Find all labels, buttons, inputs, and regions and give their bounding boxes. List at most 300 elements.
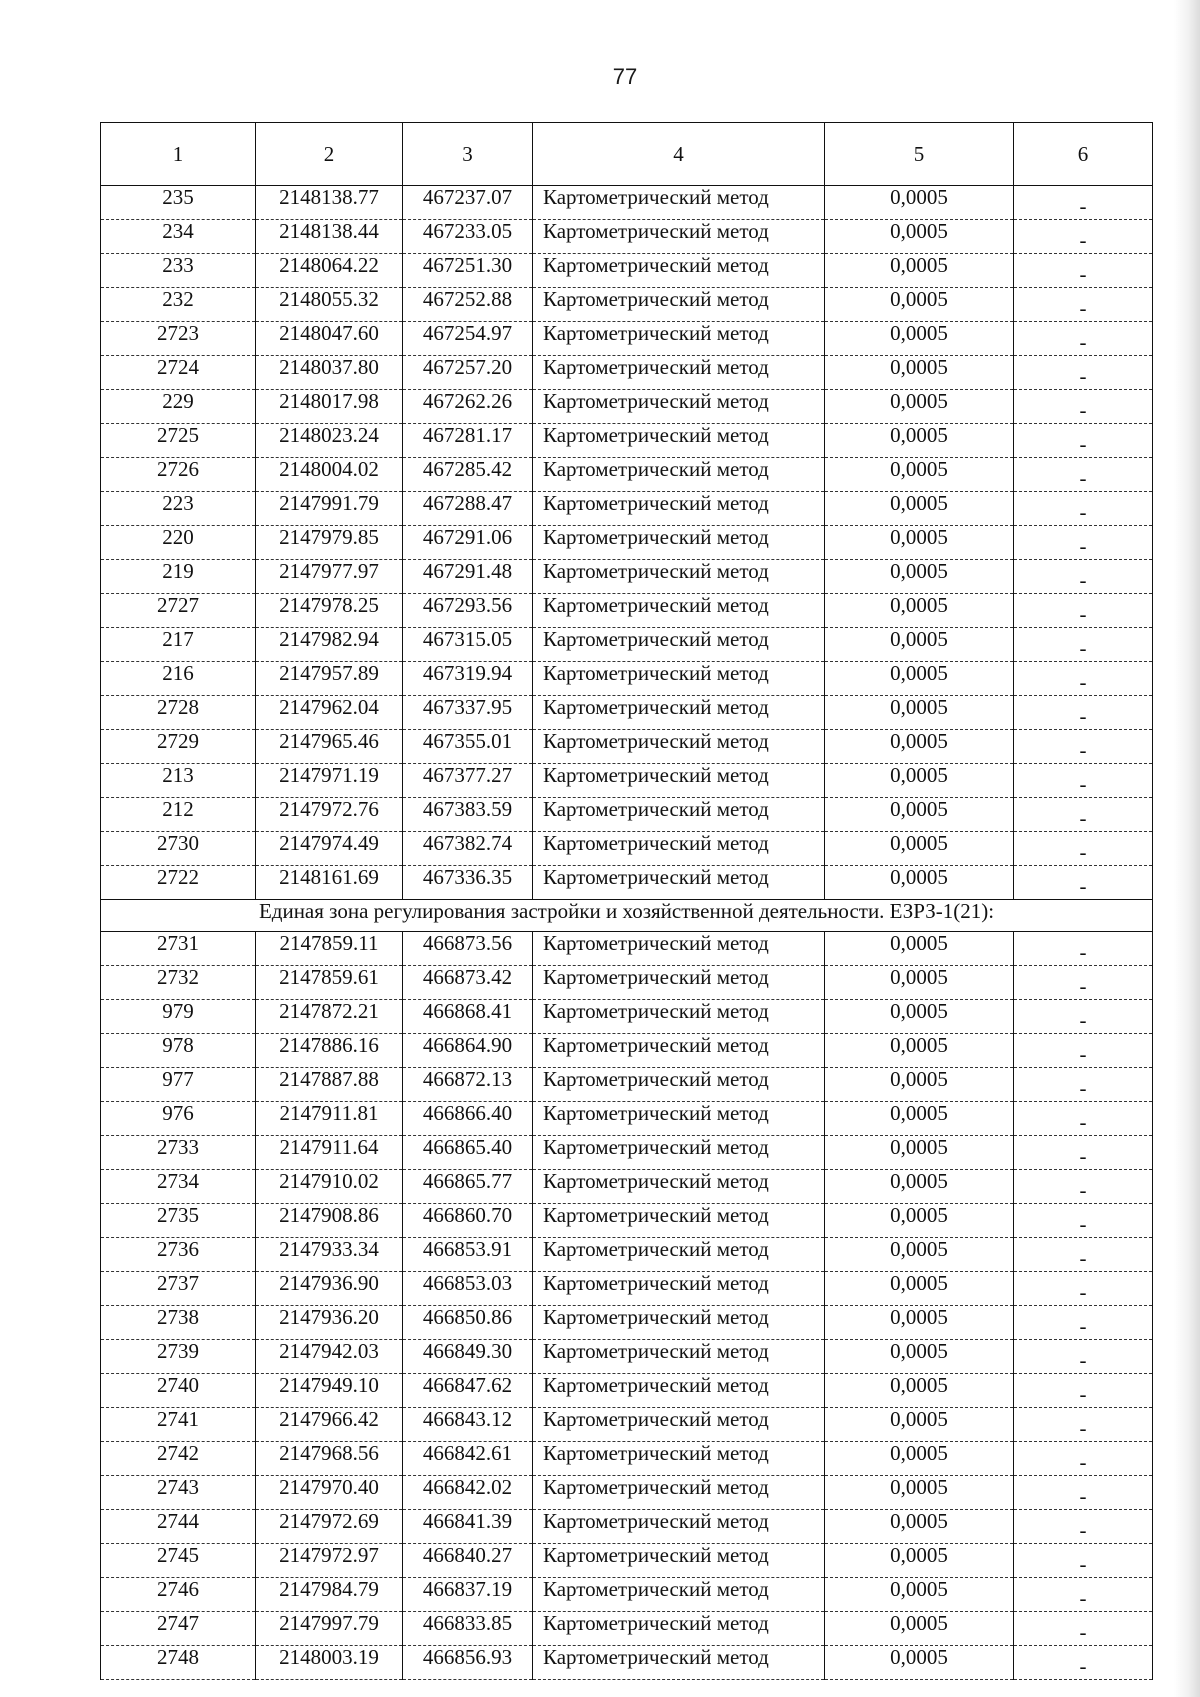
section-title: Единая зона регулирования застройки и хозяйственной деятельности. ЕЗРЗ-1(21): bbox=[101, 900, 1153, 932]
table-row bbox=[101, 662, 1153, 696]
y-coordinate-cell: 467291.48 bbox=[403, 560, 533, 594]
point-number-cell: 217 bbox=[101, 628, 256, 662]
point-number-cell: 2731 bbox=[101, 932, 256, 966]
method-cell: Картометрический метод bbox=[533, 1510, 825, 1544]
table-row bbox=[101, 866, 1153, 900]
accuracy-cell: 0,0005 bbox=[825, 764, 1014, 798]
point-number-cell: 2724 bbox=[101, 356, 256, 390]
table-row bbox=[101, 932, 1153, 966]
table-row bbox=[101, 220, 1153, 254]
table-row bbox=[101, 1544, 1153, 1578]
x-coordinate-cell: 2148017.98 bbox=[256, 390, 403, 424]
accuracy-cell: 0,0005 bbox=[825, 288, 1014, 322]
method-cell: Картометрический метод bbox=[533, 1544, 825, 1578]
accuracy-cell: 0,0005 bbox=[825, 1204, 1014, 1238]
y-coordinate-cell: 467257.20 bbox=[403, 356, 533, 390]
accuracy-cell: 0,0005 bbox=[825, 1510, 1014, 1544]
y-coordinate-cell: 467252.88 bbox=[403, 288, 533, 322]
table-row bbox=[101, 1306, 1153, 1340]
method-cell: Картометрический метод bbox=[533, 730, 825, 764]
note-cell: - bbox=[1014, 662, 1153, 696]
y-coordinate-cell: 467355.01 bbox=[403, 730, 533, 764]
method-cell: Картометрический метод bbox=[533, 1102, 825, 1136]
note-cell: - bbox=[1014, 966, 1153, 1000]
point-number-cell: 2748 bbox=[101, 1646, 256, 1680]
x-coordinate-cell: 2147908.86 bbox=[256, 1204, 403, 1238]
x-coordinate-cell: 2147966.42 bbox=[256, 1408, 403, 1442]
method-cell: Картометрический метод bbox=[533, 1204, 825, 1238]
accuracy-cell: 0,0005 bbox=[825, 1000, 1014, 1034]
y-coordinate-cell: 467291.06 bbox=[403, 526, 533, 560]
note-cell: - bbox=[1014, 254, 1153, 288]
y-coordinate-cell: 467285.42 bbox=[403, 458, 533, 492]
point-number-cell: 213 bbox=[101, 764, 256, 798]
method-cell: Картометрический метод bbox=[533, 560, 825, 594]
note-cell: - bbox=[1014, 322, 1153, 356]
method-cell: Картометрический метод bbox=[533, 390, 825, 424]
x-coordinate-cell: 2147978.25 bbox=[256, 594, 403, 628]
accuracy-cell: 0,0005 bbox=[825, 1306, 1014, 1340]
note-cell: - bbox=[1014, 458, 1153, 492]
y-coordinate-cell: 467319.94 bbox=[403, 662, 533, 696]
table-row bbox=[101, 764, 1153, 798]
y-coordinate-cell: 466842.61 bbox=[403, 1442, 533, 1476]
accuracy-cell: 0,0005 bbox=[825, 390, 1014, 424]
point-number-cell: 2728 bbox=[101, 696, 256, 730]
y-coordinate-cell: 466860.70 bbox=[403, 1204, 533, 1238]
x-coordinate-cell: 2147968.56 bbox=[256, 1442, 403, 1476]
method-cell: Картометрический метод bbox=[533, 526, 825, 560]
note-cell: - bbox=[1014, 1238, 1153, 1272]
y-coordinate-cell: 466873.42 bbox=[403, 966, 533, 1000]
x-coordinate-cell: 2147949.10 bbox=[256, 1374, 403, 1408]
scan-edge-shadow bbox=[1174, 0, 1200, 1697]
accuracy-cell: 0,0005 bbox=[825, 526, 1014, 560]
x-coordinate-cell: 2147859.61 bbox=[256, 966, 403, 1000]
method-cell: Картометрический метод bbox=[533, 1612, 825, 1646]
x-coordinate-cell: 2147982.94 bbox=[256, 628, 403, 662]
point-number-cell: 976 bbox=[101, 1102, 256, 1136]
method-cell: Картометрический метод bbox=[533, 1374, 825, 1408]
accuracy-cell: 0,0005 bbox=[825, 662, 1014, 696]
note-cell: - bbox=[1014, 1102, 1153, 1136]
x-coordinate-cell: 2147974.49 bbox=[256, 832, 403, 866]
accuracy-cell: 0,0005 bbox=[825, 560, 1014, 594]
x-coordinate-cell: 2147997.79 bbox=[256, 1612, 403, 1646]
table-row bbox=[101, 730, 1153, 764]
note-cell: - bbox=[1014, 1170, 1153, 1204]
table-row bbox=[101, 458, 1153, 492]
point-number-cell: 233 bbox=[101, 254, 256, 288]
x-coordinate-cell: 2147972.76 bbox=[256, 798, 403, 832]
accuracy-cell: 0,0005 bbox=[825, 966, 1014, 1000]
note-cell: - bbox=[1014, 1306, 1153, 1340]
note-cell: - bbox=[1014, 1034, 1153, 1068]
y-coordinate-cell: 466847.62 bbox=[403, 1374, 533, 1408]
note-cell: - bbox=[1014, 1578, 1153, 1612]
point-number-cell: 219 bbox=[101, 560, 256, 594]
note-cell: - bbox=[1014, 1408, 1153, 1442]
y-coordinate-cell: 466849.30 bbox=[403, 1340, 533, 1374]
page-number: 77 bbox=[612, 64, 638, 89]
method-cell: Картометрический метод bbox=[533, 1272, 825, 1306]
method-cell: Картометрический метод bbox=[533, 832, 825, 866]
x-coordinate-cell: 2147984.79 bbox=[256, 1578, 403, 1612]
table-row bbox=[101, 288, 1153, 322]
x-coordinate-cell: 2147910.02 bbox=[256, 1170, 403, 1204]
method-cell: Картометрический метод bbox=[533, 1306, 825, 1340]
table-row bbox=[101, 356, 1153, 390]
note-cell: - bbox=[1014, 220, 1153, 254]
y-coordinate-cell: 466841.39 bbox=[403, 1510, 533, 1544]
point-number-cell: 234 bbox=[101, 220, 256, 254]
method-cell: Картометрический метод bbox=[533, 220, 825, 254]
x-coordinate-cell: 2148047.60 bbox=[256, 322, 403, 356]
point-number-cell: 2744 bbox=[101, 1510, 256, 1544]
note-cell: - bbox=[1014, 424, 1153, 458]
note-cell: - bbox=[1014, 1442, 1153, 1476]
table-row bbox=[101, 1578, 1153, 1612]
note-cell: - bbox=[1014, 1510, 1153, 1544]
method-cell: Картометрический метод bbox=[533, 1442, 825, 1476]
point-number-cell: 977 bbox=[101, 1068, 256, 1102]
method-cell: Картометрический метод bbox=[533, 764, 825, 798]
point-number-cell: 2738 bbox=[101, 1306, 256, 1340]
point-number-cell: 2725 bbox=[101, 424, 256, 458]
table-row bbox=[101, 1340, 1153, 1374]
y-coordinate-cell: 466868.41 bbox=[403, 1000, 533, 1034]
x-coordinate-cell: 2148023.24 bbox=[256, 424, 403, 458]
y-coordinate-cell: 467288.47 bbox=[403, 492, 533, 526]
table-row bbox=[101, 1510, 1153, 1544]
note-cell: - bbox=[1014, 730, 1153, 764]
table-row bbox=[101, 1034, 1153, 1068]
x-coordinate-cell: 2147965.46 bbox=[256, 730, 403, 764]
y-coordinate-cell: 467337.95 bbox=[403, 696, 533, 730]
x-coordinate-cell: 2148138.44 bbox=[256, 220, 403, 254]
point-number-cell: 2736 bbox=[101, 1238, 256, 1272]
x-coordinate-cell: 2147972.69 bbox=[256, 1510, 403, 1544]
table-row bbox=[101, 1068, 1153, 1102]
note-cell: - bbox=[1014, 1272, 1153, 1306]
table-row bbox=[101, 492, 1153, 526]
note-cell: - bbox=[1014, 764, 1153, 798]
x-coordinate-cell: 2148004.02 bbox=[256, 458, 403, 492]
note-cell: - bbox=[1014, 1000, 1153, 1034]
note-cell: - bbox=[1014, 932, 1153, 966]
column-header: 6 bbox=[1014, 123, 1153, 186]
x-coordinate-cell: 2148064.22 bbox=[256, 254, 403, 288]
x-coordinate-cell: 2148055.32 bbox=[256, 288, 403, 322]
note-cell: - bbox=[1014, 1646, 1153, 1680]
x-coordinate-cell: 2147991.79 bbox=[256, 492, 403, 526]
accuracy-cell: 0,0005 bbox=[825, 1340, 1014, 1374]
point-number-cell: 229 bbox=[101, 390, 256, 424]
point-number-cell: 2733 bbox=[101, 1136, 256, 1170]
y-coordinate-cell: 466873.56 bbox=[403, 932, 533, 966]
x-coordinate-cell: 2147957.89 bbox=[256, 662, 403, 696]
y-coordinate-cell: 467336.35 bbox=[403, 866, 533, 900]
accuracy-cell: 0,0005 bbox=[825, 1578, 1014, 1612]
method-cell: Картометрический метод bbox=[533, 1646, 825, 1680]
x-coordinate-cell: 2148138.77 bbox=[256, 186, 403, 220]
point-number-cell: 2746 bbox=[101, 1578, 256, 1612]
point-number-cell: 2729 bbox=[101, 730, 256, 764]
note-cell: - bbox=[1014, 1068, 1153, 1102]
note-cell: - bbox=[1014, 1340, 1153, 1374]
table-row bbox=[101, 1102, 1153, 1136]
y-coordinate-cell: 467254.97 bbox=[403, 322, 533, 356]
table-row bbox=[101, 798, 1153, 832]
note-cell: - bbox=[1014, 628, 1153, 662]
y-coordinate-cell: 466853.03 bbox=[403, 1272, 533, 1306]
point-number-cell: 2747 bbox=[101, 1612, 256, 1646]
method-cell: Картометрический метод bbox=[533, 1000, 825, 1034]
note-cell: - bbox=[1014, 1204, 1153, 1238]
note-cell: - bbox=[1014, 1374, 1153, 1408]
y-coordinate-cell: 467281.17 bbox=[403, 424, 533, 458]
point-number-cell: 2740 bbox=[101, 1374, 256, 1408]
note-cell: - bbox=[1014, 288, 1153, 322]
note-cell: - bbox=[1014, 1544, 1153, 1578]
note-cell: - bbox=[1014, 492, 1153, 526]
table-row bbox=[101, 560, 1153, 594]
method-cell: Картометрический метод bbox=[533, 1034, 825, 1068]
table-row bbox=[101, 322, 1153, 356]
note-cell: - bbox=[1014, 594, 1153, 628]
accuracy-cell: 0,0005 bbox=[825, 798, 1014, 832]
point-number-cell: 2741 bbox=[101, 1408, 256, 1442]
method-cell: Картометрический метод bbox=[533, 322, 825, 356]
x-coordinate-cell: 2147911.64 bbox=[256, 1136, 403, 1170]
y-coordinate-cell: 467293.56 bbox=[403, 594, 533, 628]
table-row bbox=[101, 1442, 1153, 1476]
x-coordinate-cell: 2147886.16 bbox=[256, 1034, 403, 1068]
y-coordinate-cell: 467262.26 bbox=[403, 390, 533, 424]
point-number-cell: 2732 bbox=[101, 966, 256, 1000]
method-cell: Картометрический метод bbox=[533, 932, 825, 966]
point-number-cell: 212 bbox=[101, 798, 256, 832]
point-number-cell: 2735 bbox=[101, 1204, 256, 1238]
accuracy-cell: 0,0005 bbox=[825, 730, 1014, 764]
y-coordinate-cell: 467237.07 bbox=[403, 186, 533, 220]
accuracy-cell: 0,0005 bbox=[825, 696, 1014, 730]
coordinates-table bbox=[100, 122, 1153, 1680]
note-cell: - bbox=[1014, 832, 1153, 866]
note-cell: - bbox=[1014, 1136, 1153, 1170]
table-row bbox=[101, 832, 1153, 866]
note-cell: - bbox=[1014, 1476, 1153, 1510]
point-number-cell: 2737 bbox=[101, 1272, 256, 1306]
y-coordinate-cell: 466864.90 bbox=[403, 1034, 533, 1068]
accuracy-cell: 0,0005 bbox=[825, 424, 1014, 458]
column-header: 5 bbox=[825, 123, 1014, 186]
table-row bbox=[101, 1170, 1153, 1204]
note-cell: - bbox=[1014, 186, 1153, 220]
table-row bbox=[101, 1000, 1153, 1034]
y-coordinate-cell: 466872.13 bbox=[403, 1068, 533, 1102]
point-number-cell: 2745 bbox=[101, 1544, 256, 1578]
y-coordinate-cell: 467315.05 bbox=[403, 628, 533, 662]
method-cell: Картометрический метод bbox=[533, 356, 825, 390]
accuracy-cell: 0,0005 bbox=[825, 322, 1014, 356]
section-title-row bbox=[101, 900, 1153, 932]
method-cell: Картометрический метод bbox=[533, 1238, 825, 1272]
accuracy-cell: 0,0005 bbox=[825, 220, 1014, 254]
x-coordinate-cell: 2147859.11 bbox=[256, 932, 403, 966]
accuracy-cell: 0,0005 bbox=[825, 1272, 1014, 1306]
x-coordinate-cell: 2147970.40 bbox=[256, 1476, 403, 1510]
x-coordinate-cell: 2147936.90 bbox=[256, 1272, 403, 1306]
table-row bbox=[101, 526, 1153, 560]
accuracy-cell: 0,0005 bbox=[825, 594, 1014, 628]
y-coordinate-cell: 466850.86 bbox=[403, 1306, 533, 1340]
x-coordinate-cell: 2147936.20 bbox=[256, 1306, 403, 1340]
point-number-cell: 223 bbox=[101, 492, 256, 526]
table-row bbox=[101, 966, 1153, 1000]
table-row bbox=[101, 594, 1153, 628]
accuracy-cell: 0,0005 bbox=[825, 1408, 1014, 1442]
accuracy-cell: 0,0005 bbox=[825, 1544, 1014, 1578]
y-coordinate-cell: 467251.30 bbox=[403, 254, 533, 288]
accuracy-cell: 0,0005 bbox=[825, 1068, 1014, 1102]
x-coordinate-cell: 2147979.85 bbox=[256, 526, 403, 560]
note-cell: - bbox=[1014, 390, 1153, 424]
point-number-cell: 216 bbox=[101, 662, 256, 696]
method-cell: Картометрический метод bbox=[533, 1408, 825, 1442]
accuracy-cell: 0,0005 bbox=[825, 1034, 1014, 1068]
note-cell: - bbox=[1014, 560, 1153, 594]
table-row bbox=[101, 1646, 1153, 1680]
method-cell: Картометрический метод bbox=[533, 798, 825, 832]
point-number-cell: 232 bbox=[101, 288, 256, 322]
point-number-cell: 235 bbox=[101, 186, 256, 220]
y-coordinate-cell: 466842.02 bbox=[403, 1476, 533, 1510]
accuracy-cell: 0,0005 bbox=[825, 832, 1014, 866]
x-coordinate-cell: 2147942.03 bbox=[256, 1340, 403, 1374]
column-header: 4 bbox=[533, 123, 825, 186]
accuracy-cell: 0,0005 bbox=[825, 866, 1014, 900]
method-cell: Картометрический метод bbox=[533, 696, 825, 730]
table-row bbox=[101, 1136, 1153, 1170]
accuracy-cell: 0,0005 bbox=[825, 932, 1014, 966]
accuracy-cell: 0,0005 bbox=[825, 1476, 1014, 1510]
method-cell: Картометрический метод bbox=[533, 1578, 825, 1612]
accuracy-cell: 0,0005 bbox=[825, 458, 1014, 492]
table-row bbox=[101, 1272, 1153, 1306]
method-cell: Картометрический метод bbox=[533, 662, 825, 696]
y-coordinate-cell: 466853.91 bbox=[403, 1238, 533, 1272]
y-coordinate-cell: 467233.05 bbox=[403, 220, 533, 254]
column-header: 1 bbox=[101, 123, 256, 186]
y-coordinate-cell: 466856.93 bbox=[403, 1646, 533, 1680]
note-cell: - bbox=[1014, 798, 1153, 832]
x-coordinate-cell: 2148161.69 bbox=[256, 866, 403, 900]
table-row bbox=[101, 424, 1153, 458]
table-row bbox=[101, 1204, 1153, 1238]
note-cell: - bbox=[1014, 696, 1153, 730]
table-row bbox=[101, 1612, 1153, 1646]
column-header: 3 bbox=[403, 123, 533, 186]
y-coordinate-cell: 466833.85 bbox=[403, 1612, 533, 1646]
accuracy-cell: 0,0005 bbox=[825, 1374, 1014, 1408]
accuracy-cell: 0,0005 bbox=[825, 1612, 1014, 1646]
note-cell: - bbox=[1014, 1612, 1153, 1646]
method-cell: Картометрический метод bbox=[533, 1068, 825, 1102]
point-number-cell: 220 bbox=[101, 526, 256, 560]
table-row bbox=[101, 1374, 1153, 1408]
accuracy-cell: 0,0005 bbox=[825, 1646, 1014, 1680]
y-coordinate-cell: 466866.40 bbox=[403, 1102, 533, 1136]
accuracy-cell: 0,0005 bbox=[825, 356, 1014, 390]
x-coordinate-cell: 2147887.88 bbox=[256, 1068, 403, 1102]
y-coordinate-cell: 467382.74 bbox=[403, 832, 533, 866]
accuracy-cell: 0,0005 bbox=[825, 1442, 1014, 1476]
method-cell: Картометрический метод bbox=[533, 1136, 825, 1170]
method-cell: Картометрический метод bbox=[533, 288, 825, 322]
x-coordinate-cell: 2147971.19 bbox=[256, 764, 403, 798]
point-number-cell: 2722 bbox=[101, 866, 256, 900]
table-row bbox=[101, 696, 1153, 730]
point-number-cell: 2734 bbox=[101, 1170, 256, 1204]
x-coordinate-cell: 2147872.21 bbox=[256, 1000, 403, 1034]
y-coordinate-cell: 466843.12 bbox=[403, 1408, 533, 1442]
table-row bbox=[101, 254, 1153, 288]
table-row bbox=[101, 390, 1153, 424]
method-cell: Картометрический метод bbox=[533, 966, 825, 1000]
x-coordinate-cell: 2147933.34 bbox=[256, 1238, 403, 1272]
y-coordinate-cell: 467383.59 bbox=[403, 798, 533, 832]
method-cell: Картометрический метод bbox=[533, 458, 825, 492]
accuracy-cell: 0,0005 bbox=[825, 1170, 1014, 1204]
x-coordinate-cell: 2147911.81 bbox=[256, 1102, 403, 1136]
x-coordinate-cell: 2147972.97 bbox=[256, 1544, 403, 1578]
table-row bbox=[101, 186, 1153, 220]
point-number-cell: 979 bbox=[101, 1000, 256, 1034]
note-cell: - bbox=[1014, 866, 1153, 900]
y-coordinate-cell: 467377.27 bbox=[403, 764, 533, 798]
y-coordinate-cell: 466865.77 bbox=[403, 1170, 533, 1204]
method-cell: Картометрический метод bbox=[533, 1340, 825, 1374]
note-cell: - bbox=[1014, 526, 1153, 560]
method-cell: Картометрический метод bbox=[533, 866, 825, 900]
y-coordinate-cell: 466840.27 bbox=[403, 1544, 533, 1578]
note-cell: - bbox=[1014, 356, 1153, 390]
table-row bbox=[101, 1476, 1153, 1510]
table-row bbox=[101, 1408, 1153, 1442]
point-number-cell: 2739 bbox=[101, 1340, 256, 1374]
column-header: 2 bbox=[256, 123, 403, 186]
point-number-cell: 2726 bbox=[101, 458, 256, 492]
point-number-cell: 2742 bbox=[101, 1442, 256, 1476]
accuracy-cell: 0,0005 bbox=[825, 254, 1014, 288]
y-coordinate-cell: 466837.19 bbox=[403, 1578, 533, 1612]
accuracy-cell: 0,0005 bbox=[825, 1136, 1014, 1170]
accuracy-cell: 0,0005 bbox=[825, 1102, 1014, 1136]
x-coordinate-cell: 2147977.97 bbox=[256, 560, 403, 594]
table-row bbox=[101, 1238, 1153, 1272]
accuracy-cell: 0,0005 bbox=[825, 186, 1014, 220]
method-cell: Картометрический метод bbox=[533, 1170, 825, 1204]
method-cell: Картометрический метод bbox=[533, 628, 825, 662]
x-coordinate-cell: 2147962.04 bbox=[256, 696, 403, 730]
method-cell: Картометрический метод bbox=[533, 492, 825, 526]
point-number-cell: 2743 bbox=[101, 1476, 256, 1510]
method-cell: Картометрический метод bbox=[533, 594, 825, 628]
method-cell: Картометрический метод bbox=[533, 1476, 825, 1510]
point-number-cell: 2723 bbox=[101, 322, 256, 356]
table-row bbox=[101, 628, 1153, 662]
